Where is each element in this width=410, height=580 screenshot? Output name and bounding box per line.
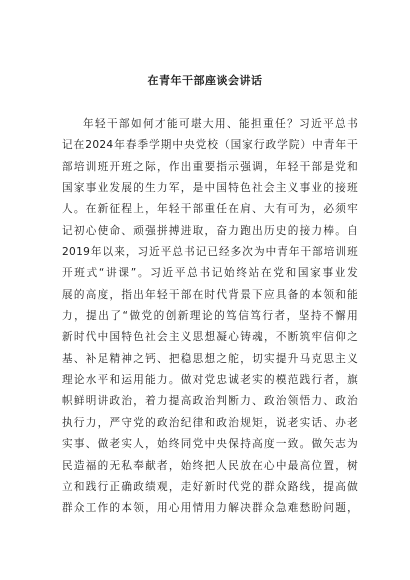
body-line: 年轻干部如何才能可堪大用、能担重任？习近平总书: [83, 118, 358, 130]
body-line: 2019年以来，习近平总书记已经多次为中青年干部培训班: [62, 246, 358, 259]
body-line: 力，提出了“做党的创新理论的笃信笃行者，坚持不懈用: [62, 310, 358, 323]
body-line: 新时代中国特色社会主义思想凝心铸魂，不断筑牢信仰之: [62, 331, 358, 344]
body-line: 开班式“讲课”。习近平总书记始终站在党和国家事业发: [62, 267, 358, 280]
document-body: [62, 114, 358, 520]
document-title: 在青年干部座谈会讲话: [147, 74, 263, 87]
body-line: 实事、做老实人，始终同党中央保持高度一致。做矢志为: [62, 438, 358, 451]
body-line: 执行力，严守党的政治纪律和政治规矩，说老实话、办老: [62, 416, 358, 429]
body-line: 立和践行正确政绩观，走好新时代党的群众路线，提高做: [62, 480, 358, 493]
body-line: 国家事业发展的生力军，是中国特色社会主义事业的接班: [62, 182, 358, 195]
body-line: 记在2024年春季学期中央党校（国家行政学院）中青年干: [62, 139, 358, 152]
body-line: 记初心使命、顽强拼搏进取，奋力跑出历史的接力棒。自: [62, 224, 358, 237]
body-line: 帜鲜明讲政治，着力提高政治判断力、政治领悟力、政治: [62, 395, 358, 408]
body-line: 群众工作的本领，用心用情用力解决群众急难愁盼问题，: [62, 502, 358, 515]
body-line: 展的高度，指出年轻干部在时代背景下应具备的本领和能: [62, 288, 358, 301]
body-line: 部培训班开班之际，作出重要指示强调，年轻干部是党和: [62, 160, 358, 173]
body-line: 人。在新征程上，年轻干部重任在肩、大有可为，必须牢: [62, 203, 358, 216]
body-line: 基、补足精神之钙、把稳思想之舵，切实提升马克思主义: [62, 352, 358, 365]
body-line: 民造福的无私奉献者，始终把人民放在心中最高位置，树: [62, 459, 358, 472]
body-line: 理论水平和运用能力。做对党忠诚老实的模范践行者，旗: [62, 374, 358, 387]
